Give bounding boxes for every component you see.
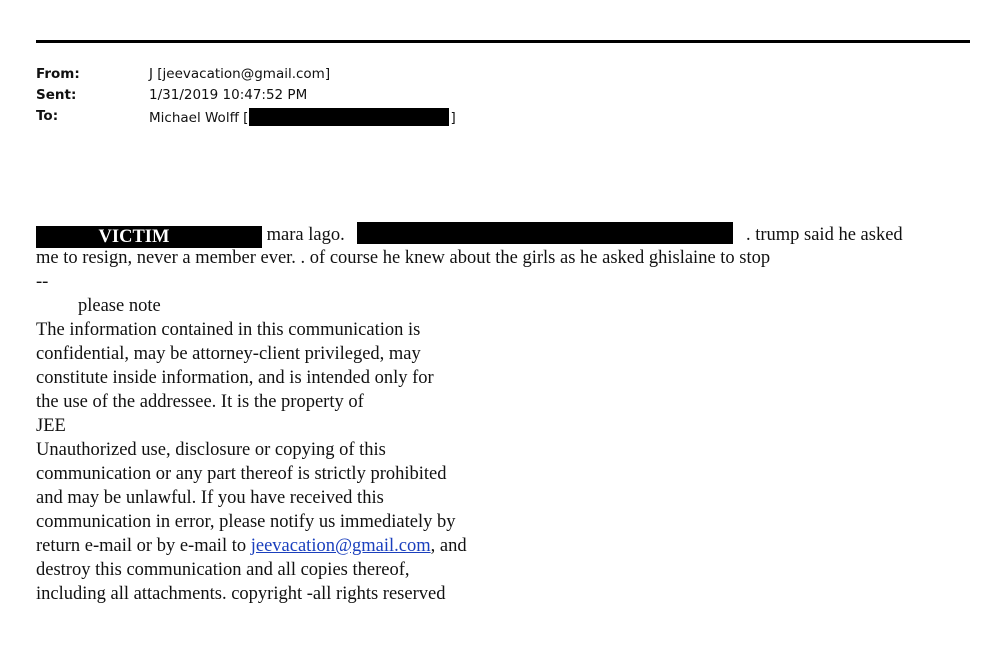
return-line [36,534,966,558]
body-line-1 [36,222,966,246]
sent-label: Sent: [36,87,77,103]
disclaimer-line: communication in error, please notify us immediately by [36,512,456,532]
disclaimer-line: constitute inside information, and is intended only for [36,368,434,388]
to-name: Michael Wolff [ [149,110,249,126]
disclaimer-line: confidential, may be attorney-client privileged, may [36,344,421,364]
top-divider [36,40,970,43]
victim-redaction-label: VICTIM [36,226,262,248]
separator: -- [36,272,49,292]
from-value: J [jeevacation@gmail.com] [149,66,331,82]
body-line-1-end: . trump said he asked [745,225,903,245]
body-line-2: me to resign, never a member ever. . of course he knew about the girls as he asked ghislaine to stop [36,248,771,268]
closing-line: destroy this communication and all copies thereof, [36,560,410,580]
redaction-box [357,222,733,244]
redaction-box [249,108,449,126]
disclaimer-line: JEE [36,416,66,436]
disclaimer-line: the use of the addressee. It is the property of [36,392,364,412]
return-suffix: , and [430,536,467,556]
return-prefix: return e-mail or by e-mail to [36,536,251,556]
body-line-1-mid: mara lago. [266,225,345,245]
to-close: ] [450,110,456,126]
disclaimer-line: The information contained in this communication is [36,320,421,340]
disclaimer-line: communication or any part thereof is strictly prohibited [36,464,447,484]
to-label: To: [36,108,59,124]
from-label: From: [36,66,80,82]
email-link[interactable]: jeevacation@gmail.com [250,536,431,556]
disclaimer-line: and may be unlawful. If you have received this [36,488,384,508]
disclaimer-line: Unauthorized use, disclosure or copying of this [36,440,386,460]
sent-value: 1/31/2019 10:47:52 PM [149,87,308,103]
closing-line: including all attachments. copyright -all rights reserved [36,584,446,604]
email-body [36,222,966,606]
please-note: please note [78,296,161,316]
to-value [149,108,456,126]
